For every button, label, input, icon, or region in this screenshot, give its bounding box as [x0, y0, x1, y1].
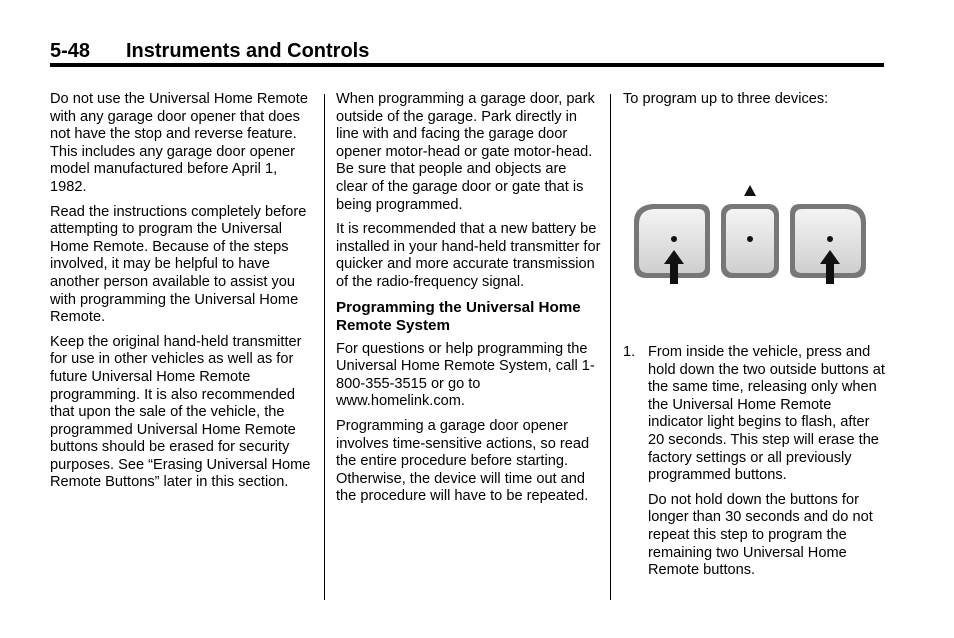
column-left — [50, 91, 312, 499]
header-rule — [50, 63, 884, 67]
paragraph: To program up to three devices: — [623, 91, 829, 107]
paragraph: For questions or help programming the Universal Home Remote System, call 1-800-355-3515 or go to www.homelink.com. — [336, 340, 595, 410]
page-header — [50, 38, 884, 66]
remote-buttons-icon — [626, 178, 876, 288]
section-title: Instruments and Controls — [126, 40, 370, 62]
paragraph: Read the instructions completely before attempting to program the Universal Home Remote. Because of the steps involved, it may be helpful to have another person available to assist you with programming the Universal Home Remote. — [50, 203, 307, 326]
column-divider — [324, 94, 325, 600]
paragraph: Programming a garage door opener involves time-sensitive actions, so read the entire procedure before starting. Otherwise, the device will time out and the procedure will have to be repeated. — [336, 417, 590, 505]
steps-list — [623, 344, 887, 580]
paragraph: When programming a garage door, park outside of the garage. Park directly in line with and facing the garage door opener motor-head or gate motor-head. Be sure that people and objects are clear of the garage door or gate that is being programmed. — [336, 91, 595, 213]
column-middle — [336, 91, 602, 513]
paragraph: Do not use the Universal Home Remote with any garage door opener that does not have the stop and reverse feature. This includes any garage door opener model manufactured before April 1, 1982. — [50, 91, 308, 195]
column-divider — [610, 94, 611, 600]
step-number: 1. — [623, 344, 636, 360]
page-number: 5-48 — [50, 40, 91, 62]
paragraph: It is recommended that a new battery be installed in your hand-held transmitter for quicker and more accurate transmission of the radio-frequency signal. — [336, 221, 601, 290]
subsection-heading: Programming the Universal Home Remote System — [336, 298, 581, 334]
center-button-icon — [721, 185, 779, 278]
list-item — [623, 344, 887, 485]
column-right — [623, 91, 887, 116]
step-note: Do not hold down the buttons for longer than 30 seconds and do not repeat this step to program the remaining two Universal Home Remote buttons. — [648, 491, 873, 579]
remote-buttons-illustration — [626, 178, 876, 288]
paragraph: Keep the original hand-held transmitter for use in other vehicles as well as for future Universal Home Remote programming. It is also recommended that upon the sale of the vehicle, the programmed Universal Home Remote buttons should be erased for security purposes. See “Erasing Universal Home Remote Buttons” later in this section. — [50, 333, 311, 491]
step-text: From inside the vehicle, press and hold down the two outside buttons at the same time, releasing only when the Universal Home Remote indicator light begins to flash, after 20 seconds. This step will erase the factory settings or all previously programmed buttons. — [648, 344, 885, 484]
